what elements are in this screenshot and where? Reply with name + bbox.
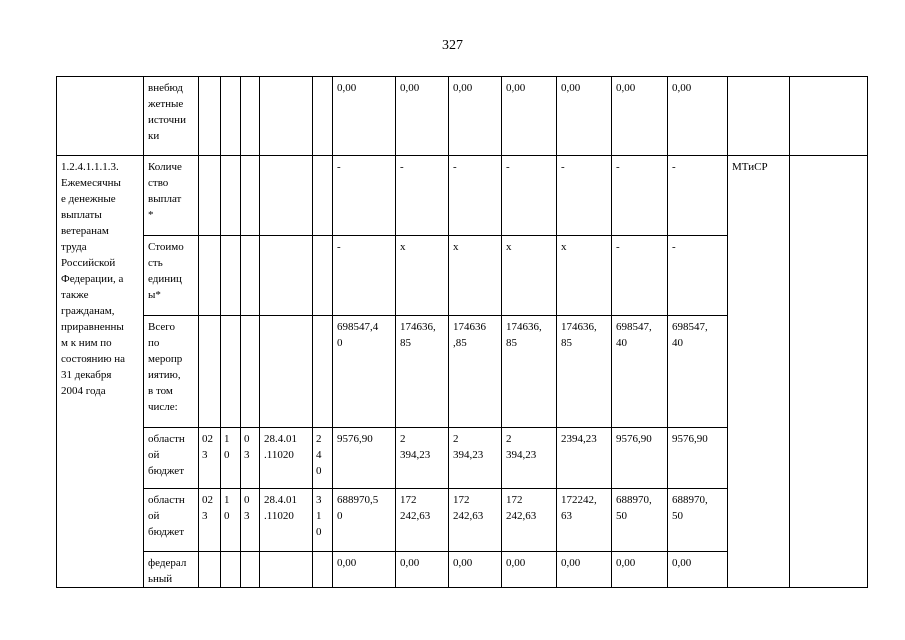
code-cell	[313, 156, 333, 236]
code-cell	[241, 77, 260, 156]
value-cell: х	[449, 236, 502, 316]
source-cell: Стоимо сть единиц ы*	[144, 236, 199, 316]
code-cell	[313, 316, 333, 428]
value-cell: 2 394,23	[449, 428, 502, 489]
code-cell	[260, 316, 313, 428]
code-cell: 3 1 0	[313, 489, 333, 552]
code-cell	[221, 552, 241, 588]
budget-table	[56, 76, 868, 588]
code-cell	[241, 552, 260, 588]
code-cell	[199, 156, 221, 236]
value-cell: -	[502, 156, 557, 236]
value-cell: 9576,90	[333, 428, 396, 489]
code-cell	[313, 77, 333, 156]
code-cell	[241, 316, 260, 428]
value-cell: -	[668, 156, 728, 236]
code-cell: 0 3	[241, 428, 260, 489]
code-cell	[313, 236, 333, 316]
measure-name-cell: 1.2.4.1.1.1.3. Ежемесячны е денежные выплаты ветеранам труда Российской Федерации, а также гражданам, приравненны м к ним по состоянию на 31 декабря 2004 года	[57, 156, 144, 588]
page-number: 327	[442, 38, 463, 53]
value-cell: 174636, 85	[557, 316, 612, 428]
code-cell: 1 0	[221, 489, 241, 552]
executor-cell: МТиСР	[728, 156, 790, 588]
executor-cell	[728, 77, 790, 156]
value-cell: 0,00	[557, 552, 612, 588]
value-cell: 174636, 85	[502, 316, 557, 428]
source-cell: областн ой бюджет	[144, 489, 199, 552]
code-cell	[221, 77, 241, 156]
value-cell: 174636, 85	[396, 316, 449, 428]
code-cell	[313, 552, 333, 588]
code-cell	[199, 236, 221, 316]
value-cell: 0,00	[333, 77, 396, 156]
value-cell: -	[557, 156, 612, 236]
source-cell: Всего по меропр иятию, в том числе:	[144, 316, 199, 428]
value-cell: 0,00	[396, 77, 449, 156]
value-cell: 9576,90	[612, 428, 668, 489]
value-cell: 0,00	[502, 77, 557, 156]
value-cell: 0,00	[612, 552, 668, 588]
value-cell: 688970, 50	[612, 489, 668, 552]
note-cell	[790, 156, 868, 588]
value-cell: х	[502, 236, 557, 316]
code-cell	[199, 77, 221, 156]
code-cell: 02 3	[199, 428, 221, 489]
value-cell: 0,00	[449, 77, 502, 156]
code-cell: 28.4.01 .11020	[260, 428, 313, 489]
code-cell	[221, 316, 241, 428]
code-cell: 28.4.01 .11020	[260, 489, 313, 552]
value-cell: -	[449, 156, 502, 236]
value-cell: 0,00	[333, 552, 396, 588]
value-cell: 2 394,23	[396, 428, 449, 489]
value-cell: 0,00	[612, 77, 668, 156]
value-cell: -	[612, 236, 668, 316]
value-cell: 688970,5 0	[333, 489, 396, 552]
value-cell: -	[333, 236, 396, 316]
source-cell: федерал ьный	[144, 552, 199, 588]
value-cell: 2 394,23	[502, 428, 557, 489]
source-cell: Количе ство выплат *	[144, 156, 199, 236]
code-cell	[241, 156, 260, 236]
table-row	[57, 77, 868, 156]
code-cell	[221, 156, 241, 236]
code-cell	[260, 236, 313, 316]
code-cell	[241, 236, 260, 316]
source-cell: областн ой бюджет	[144, 428, 199, 489]
value-cell: 0,00	[502, 552, 557, 588]
value-cell: -	[668, 236, 728, 316]
code-cell	[260, 552, 313, 588]
value-cell: 172242, 63	[557, 489, 612, 552]
value-cell: 0,00	[668, 77, 728, 156]
code-cell: 0 3	[241, 489, 260, 552]
value-cell: 172 242,63	[502, 489, 557, 552]
value-cell: 688970, 50	[668, 489, 728, 552]
value-cell: 698547, 40	[612, 316, 668, 428]
value-cell: -	[396, 156, 449, 236]
code-cell: 1 0	[221, 428, 241, 489]
value-cell: 0,00	[668, 552, 728, 588]
value-cell: 698547, 40	[668, 316, 728, 428]
value-cell: 172 242,63	[449, 489, 502, 552]
value-cell: -	[612, 156, 668, 236]
code-cell	[199, 552, 221, 588]
value-cell: х	[557, 236, 612, 316]
code-cell: 2 4 0	[313, 428, 333, 489]
value-cell: 9576,90	[668, 428, 728, 489]
code-cell: 02 3	[199, 489, 221, 552]
value-cell: 0,00	[557, 77, 612, 156]
value-cell: 0,00	[449, 552, 502, 588]
code-cell	[260, 156, 313, 236]
value-cell: 0,00	[396, 552, 449, 588]
measure-name-cell	[57, 77, 144, 156]
value-cell: 698547,4 0	[333, 316, 396, 428]
note-cell	[790, 77, 868, 156]
table-row	[57, 156, 868, 236]
value-cell: х	[396, 236, 449, 316]
value-cell: 2394,23	[557, 428, 612, 489]
value-cell: 172 242,63	[396, 489, 449, 552]
source-cell: внебюд жетные источни ки	[144, 77, 199, 156]
code-cell	[260, 77, 313, 156]
code-cell	[199, 316, 221, 428]
value-cell: 174636 ,85	[449, 316, 502, 428]
value-cell: -	[333, 156, 396, 236]
code-cell	[221, 236, 241, 316]
